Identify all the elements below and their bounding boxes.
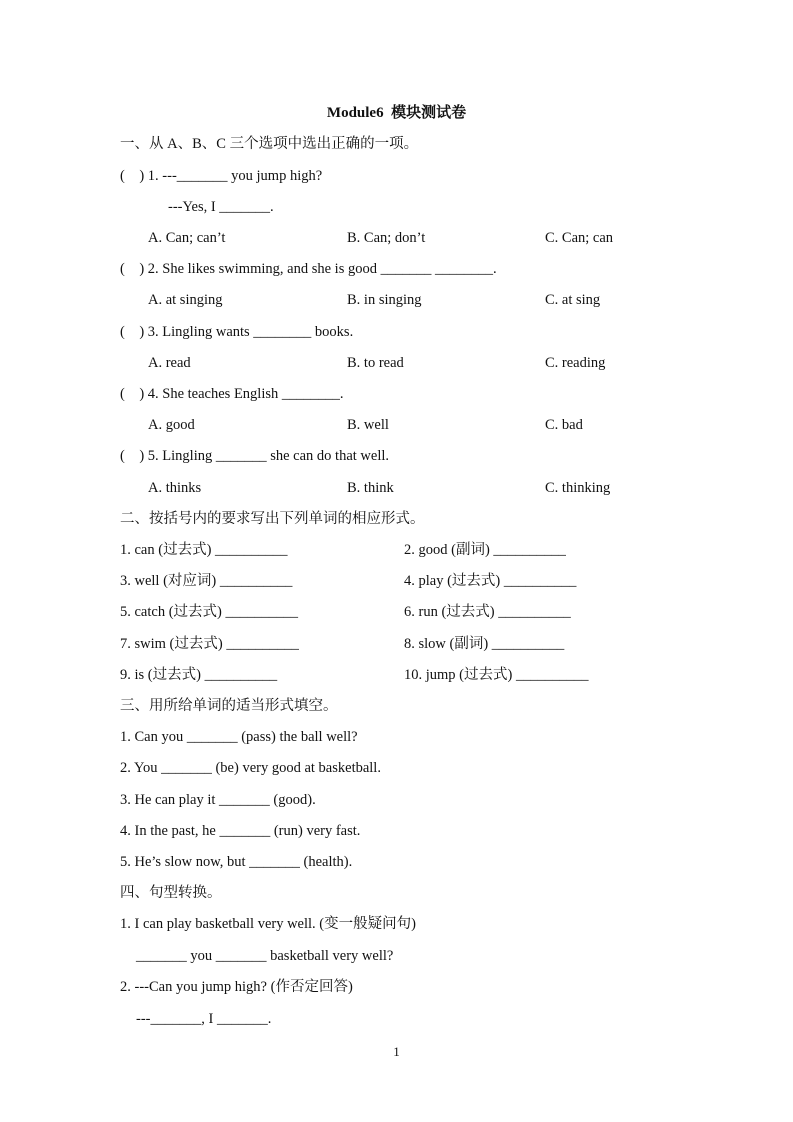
transform-question-2: 2. ---Can you jump high? (作否定回答) bbox=[120, 979, 353, 995]
fill-blank-item: 2. You _______ (be) very good at basketball. bbox=[120, 760, 381, 776]
transform-question-1: 1. I can play basketball very well. (变一般疑问句) bbox=[120, 916, 416, 932]
section4-heading: 四、句型转换。 bbox=[120, 885, 222, 901]
section2-heading: 二、按括号内的要求写出下列单词的相应形式。 bbox=[120, 511, 425, 527]
fill-blank-item: 3. He can play it _______ (good). bbox=[120, 792, 316, 808]
word-form-item: 10. jump (过去式) __________ bbox=[404, 667, 589, 683]
transform-answer-1: _______ you _______ basketball very well? bbox=[136, 948, 394, 964]
question-4-option-b: B. well bbox=[347, 417, 389, 433]
word-form-item: 5. catch (过去式) __________ bbox=[120, 604, 298, 620]
page-number: 1 bbox=[393, 1044, 400, 1059]
word-form-item: 7. swim (过去式) __________ bbox=[120, 636, 299, 652]
fill-blank-item: 1. Can you _______ (pass) the ball well? bbox=[120, 729, 358, 745]
fill-blank-item: 5. He’s slow now, but _______ (health). bbox=[120, 854, 353, 870]
question-2-stem: ( ) 2. She likes swimming, and she is good _______ ________. bbox=[120, 261, 497, 277]
question-4-option-a: A. good bbox=[148, 417, 195, 433]
question-5-stem: ( ) 5. Lingling _______ she can do that well. bbox=[120, 448, 390, 464]
question-3-stem: ( ) 3. Lingling wants ________ books. bbox=[120, 324, 354, 340]
question-4-stem: ( ) 4. She teaches English ________. bbox=[120, 386, 344, 402]
word-form-item: 3. well (对应词) __________ bbox=[120, 573, 293, 589]
question-2-option-b: B. in singing bbox=[347, 292, 422, 308]
question-5-option-c: C. thinking bbox=[545, 480, 611, 496]
question-1-option-c: C. Can; can bbox=[545, 230, 614, 246]
question-3-option-b: B. to read bbox=[347, 355, 404, 371]
question-5-option-a: A. thinks bbox=[148, 480, 202, 496]
word-form-item: 2. good (副词) __________ bbox=[404, 542, 566, 558]
question-1-stem-reply: ---Yes, I _______. bbox=[168, 199, 274, 215]
section1-heading: 一、从 A、B、C 三个选项中选出正确的一项。 bbox=[120, 136, 419, 152]
question-5-option-b: B. think bbox=[347, 480, 394, 496]
word-form-item: 6. run (过去式) __________ bbox=[404, 604, 571, 620]
word-form-item: 8. slow (副词) __________ bbox=[404, 636, 565, 652]
page-title: Module6 模块测试卷 bbox=[326, 105, 467, 121]
question-1-option-a: A. Can; can’t bbox=[148, 230, 226, 246]
question-1-option-b: B. Can; don’t bbox=[347, 230, 426, 246]
question-2-option-c: C. at sing bbox=[545, 292, 601, 308]
word-form-item: 1. can (过去式) __________ bbox=[120, 542, 288, 558]
question-2-option-a: A. at singing bbox=[148, 292, 223, 308]
word-form-item: 9. is (过去式) __________ bbox=[120, 667, 278, 683]
transform-answer-2: ---_______, I _______. bbox=[136, 1011, 272, 1027]
question-1-stem: ( ) 1. ---_______ you jump high? bbox=[120, 168, 323, 184]
section3-heading: 三、用所给单词的适当形式填空。 bbox=[120, 698, 338, 714]
word-form-item: 4. play (过去式) __________ bbox=[404, 573, 577, 589]
question-4-option-c: C. bad bbox=[545, 417, 583, 433]
question-3-option-a: A. read bbox=[148, 355, 191, 371]
question-3-option-c: C. reading bbox=[545, 355, 606, 371]
fill-blank-item: 4. In the past, he _______ (run) very fast. bbox=[120, 823, 361, 839]
